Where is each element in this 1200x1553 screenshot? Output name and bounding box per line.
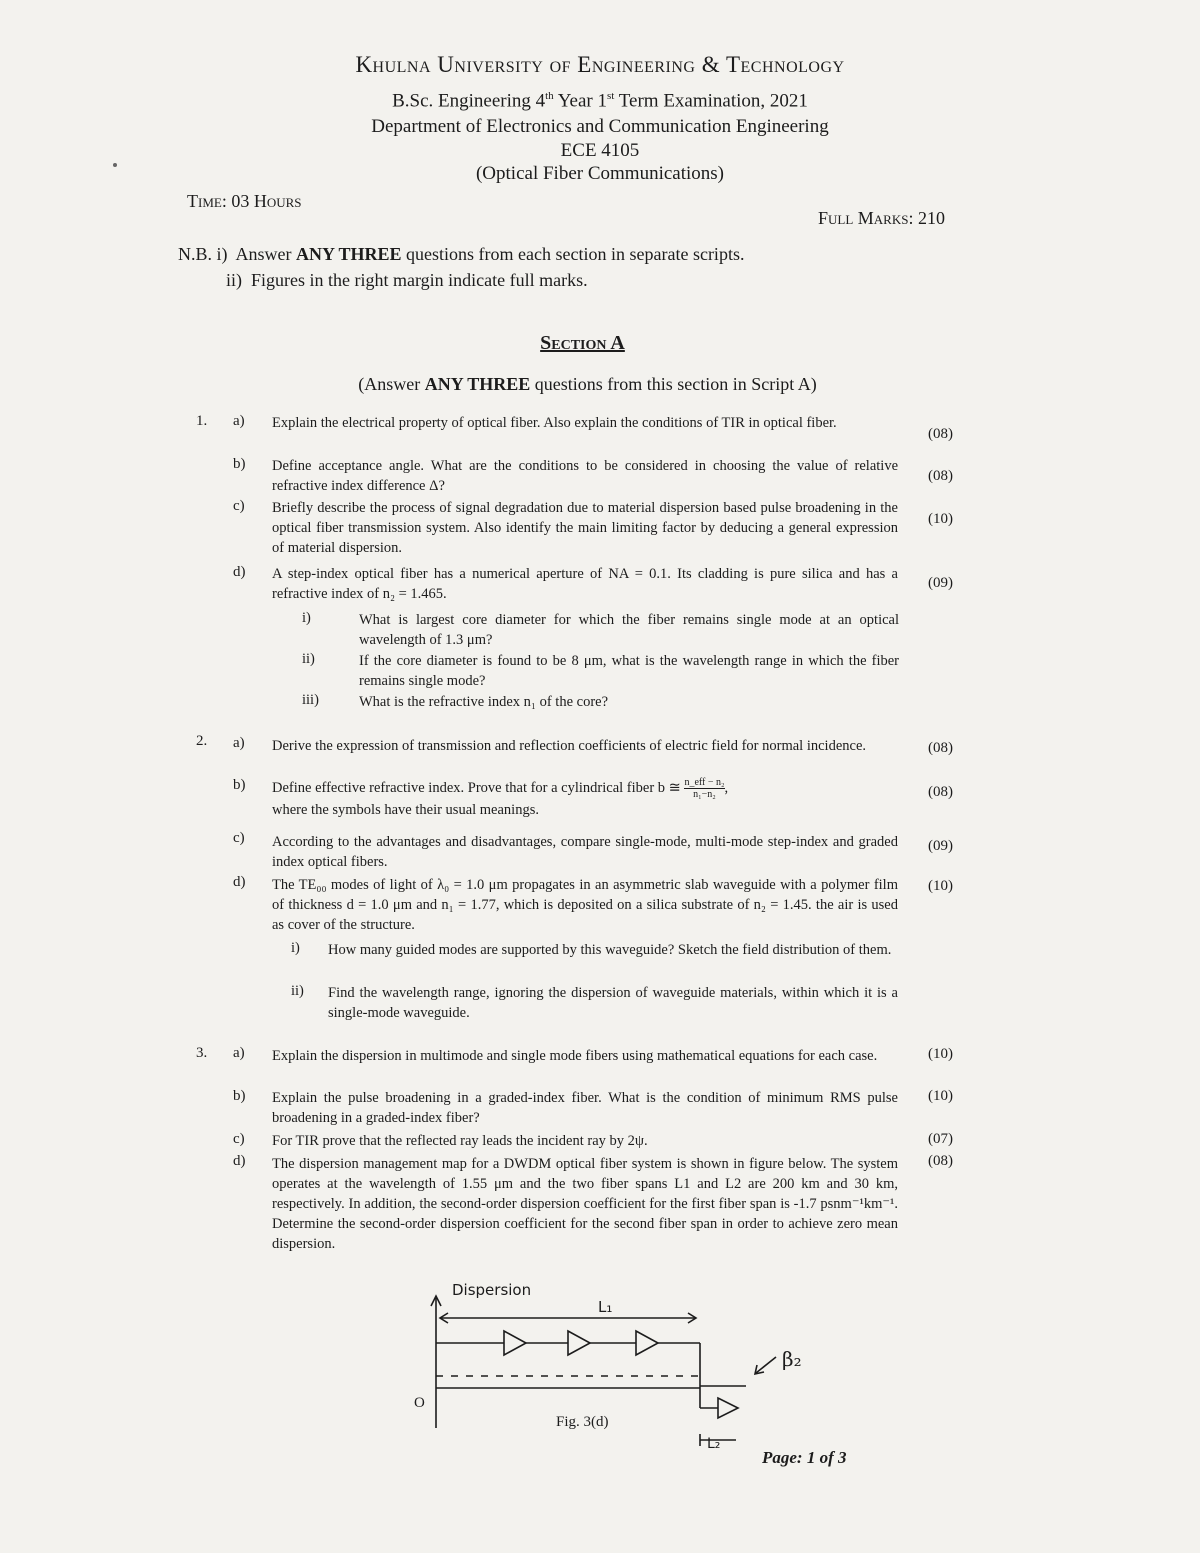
university-name: Khulna University of Engineering & Technology [355,52,845,77]
part-label: c) [233,1131,245,1147]
span1-label: L₁ [598,1298,613,1316]
question-text: For TIR prove that the reflected ray leads the incident ray by 2ψ. [272,1133,648,1149]
origin-label: O [414,1395,425,1411]
question-number: 3. [196,1045,208,1061]
marks: (10) [928,511,953,527]
dispersion-axis-label: Dispersion [452,1281,532,1299]
question-text: The TE₀₀ modes of light of λ₀ = 1.0 μm propagates in an asymmetric slab waveguide with a polymer film of thickness d = 1.0 μm and n₁ = 1.77, which is deposited on a silica substrate of n₂ = 1.45. the air is used as cover of the structure. [272,877,898,933]
amplifier-triangle-3 [636,1331,658,1355]
sub-part-label: ii) [302,651,315,667]
part-label: d) [233,1153,246,1169]
sub-part-label: iii) [302,692,319,708]
sub-question-text: If the core diameter is found to be 8 μm, what is the wavelength range in which the fiber remains single mode? [359,653,899,689]
marks: (10) [928,1046,953,1062]
formula-fraction: $\frac{\text{n\_eff − n₂}}{\text{n₁−n₂}}$ [684,777,725,800]
page-number: Page: 1 of 3 [762,1448,847,1467]
sub-question-text: What is the refractive index n₁ of the core? [359,694,609,710]
question-text: Derive the expression of transmission and reflection coefficients of electric field for normal incidence. [272,738,867,754]
exam-title: B.Sc. Engineering 4th Year 1st Term Examination, 2021 [392,90,808,112]
question-number: 2. [196,733,208,749]
sub-question-text: How many guided modes are supported by this waveguide? Sketch the field distribution of them. [328,942,892,958]
question-text: Briefly describe the process of signal degradation due to material dispersion based pulse broadening in the optical fiber transmission system. Also identify the main limiting factor by deducing a general expression of material dispersion. [272,500,898,556]
beta2-label: β₂ [782,1347,802,1371]
sub-part-label: i) [302,610,311,626]
marks: (08) [928,740,953,756]
question-text: Explain the pulse broadening in a graded-index fiber. What is the condition of minimum RMS pulse broadening in a graded-index fiber? [272,1090,898,1126]
span2-label: L₂ [707,1436,721,1452]
section-title: Section A [540,332,625,354]
question-text: Explain the electrical property of optical fiber. Also explain the conditions of TIR in optical fiber. [272,415,837,431]
full-marks: Full Marks: 210 [818,208,945,228]
marks: (08) [928,784,953,800]
instruction-1: N.B. i) Answer ANY THREE questions from each section in separate scripts. [178,244,745,264]
part-label: c) [233,498,245,514]
question-text: Define acceptance angle. What are the conditions to be considered in choosing the value of relative refractive index difference Δ? [272,458,898,494]
part-label: a) [233,1045,245,1061]
marks: (10) [928,878,953,894]
exam-time: Time: 03 Hours [187,191,302,211]
marks: (08) [928,1153,953,1169]
part-label: a) [233,413,245,429]
section-note: (Answer ANY THREE questions from this section in Script A) [358,374,817,394]
marks: (10) [928,1088,953,1104]
part-label: c) [233,830,245,846]
marks: (08) [928,426,953,442]
dispersion-map-figure [400,1280,830,1460]
sub-question-text: What is largest core diameter for which the fiber remains single mode at an optical wavelength of 1.3 μm? [359,612,899,648]
question-text: A step-index optical fiber has a numerical aperture of NA = 0.1. Its cladding is pure silica and has a refractive index of n₂ = 1.465. [272,566,898,602]
part-label: d) [233,874,246,890]
course-title: (Optical Fiber Communications) [475,163,724,184]
part-label: d) [233,564,246,580]
beta-pointer-line [756,1357,776,1373]
part-label: b) [233,1088,246,1104]
course-code: ECE 4105 [560,140,640,161]
question-number: 1. [196,413,208,429]
sub-part-label: ii) [291,983,304,999]
marks: (07) [928,1131,953,1147]
marks: (08) [928,468,953,484]
part-label: b) [233,777,246,793]
part-label: a) [233,735,245,751]
amplifier-triangle-2 [568,1331,590,1355]
question-text: Explain the dispersion in multimode and single mode fibers using mathematical equations for each case. [272,1048,878,1064]
amplifier-triangle-1 [504,1331,526,1355]
marks: (09) [928,838,953,854]
marks: (09) [928,575,953,591]
question-text: Define effective refractive index. Prove that for a cylindrical fiber b ≅ $\frac{\text{n\_eff − n₂}}{\text{n₁−n₂}}$ , where the symbols have their usual meanings. [272,777,729,818]
question-text: The dispersion management map for a DWDM optical fiber system is shown in figure below. The system operates at the wavelength of 1.55 μm and the two fiber spans L1 and L2 are 200 km and 30 km, respectively. In addition, the second-order dispersion coefficient for the first fiber span is -1.7 psnm⁻¹km⁻¹. Determine the second-order dispersion coefficient for the second fiber span in order to achieve zero mean dispersion. [272,1156,898,1252]
instruction-2: ii) Figures in the right margin indicate full marks. [226,270,588,290]
sub-question-text: Find the wavelength range, ignoring the dispersion of waveguide materials, within which it is a single-mode waveguide. [328,985,898,1021]
department-name: Department of Electronics and Communication Engineering [371,116,829,137]
sub-part-label: i) [291,940,300,956]
amplifier-triangle-4 [718,1398,738,1418]
part-label: b) [233,456,246,472]
figure-caption: Fig. 3(d) [556,1414,609,1430]
question-text: According to the advantages and disadvantages, compare single-mode, multi-mode step-index and graded index optical fibers. [272,834,898,870]
